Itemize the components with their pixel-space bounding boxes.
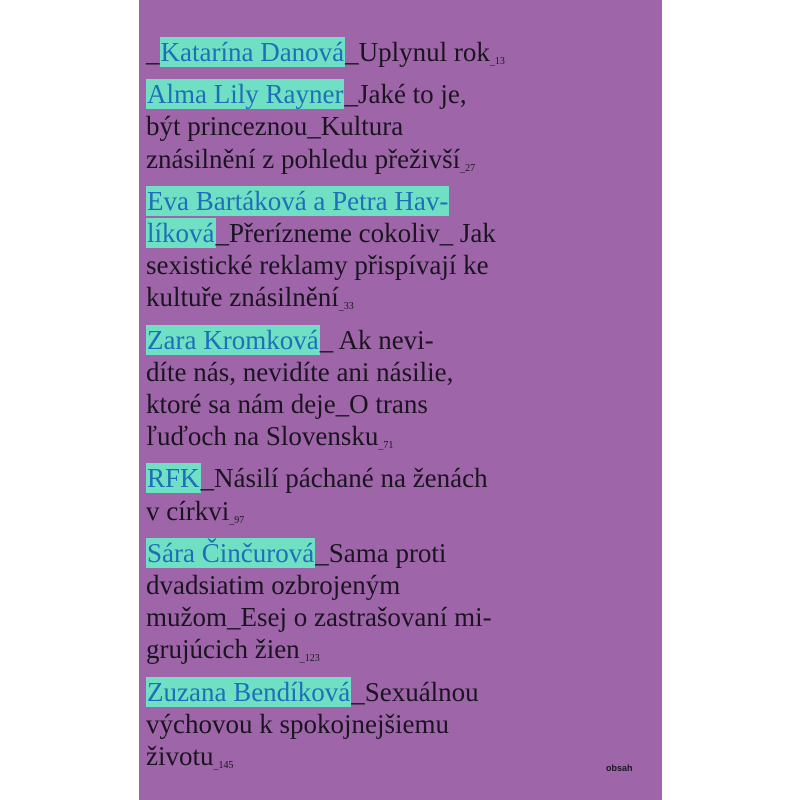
toc-line bbox=[146, 569, 646, 601]
author-name: Eva Bartáková a Petra Hav- bbox=[147, 185, 449, 216]
page-number: _13 bbox=[489, 56, 505, 67]
toc-line bbox=[146, 110, 646, 142]
table-of-contents bbox=[146, 36, 646, 782]
chapter-title: díte nás, nevidíte ani násilie, bbox=[146, 356, 454, 387]
toc-line bbox=[146, 249, 646, 281]
author-name: Sára Činčurová bbox=[147, 537, 315, 568]
page-number: _71 bbox=[378, 440, 394, 452]
chapter-title: _Jaké to je, bbox=[344, 79, 467, 110]
leading-underscore: _ bbox=[146, 37, 160, 67]
toc-line bbox=[146, 185, 646, 217]
toc-line bbox=[146, 537, 646, 569]
page-number: _33 bbox=[338, 301, 354, 313]
chapter-title: _Sama proti bbox=[315, 537, 447, 568]
chapter-title: mužom_Esej o zastrašovaní mi- bbox=[146, 602, 492, 633]
page-number: _123 bbox=[299, 653, 320, 665]
chapter-title: _Přerízneme cokoliv_ Jak bbox=[215, 218, 496, 249]
chapter-title: sexistické reklamy přispívají ke bbox=[146, 250, 489, 281]
author-name: Alma Lily Rayner bbox=[147, 79, 344, 110]
chapter-title: v církvi bbox=[146, 495, 230, 526]
toc-line bbox=[146, 708, 646, 740]
chapter-title: _Násilí páchané na ženách bbox=[200, 463, 488, 494]
chapter-title: _Uplynul rok bbox=[345, 37, 490, 67]
page-number: _97 bbox=[229, 514, 245, 526]
chapter-title: ktoré sa nám deje_O trans bbox=[146, 389, 428, 420]
toc-line bbox=[146, 324, 646, 356]
chapter-title: grujúcich žien bbox=[146, 634, 300, 665]
toc-line bbox=[146, 633, 646, 675]
chapter-title: výchovou k spokojnejšiemu bbox=[146, 708, 449, 739]
toc-line bbox=[146, 601, 646, 633]
chapter-title: životu bbox=[146, 741, 214, 772]
toc-line bbox=[146, 420, 646, 462]
toc-line bbox=[146, 495, 646, 537]
toc-line bbox=[146, 217, 646, 249]
author-name: Zuzana Bendíková bbox=[147, 676, 351, 707]
toc-line bbox=[146, 281, 646, 323]
page-number: _27 bbox=[460, 162, 476, 174]
toc-line bbox=[146, 78, 646, 110]
chapter-title: _ Ak nevi- bbox=[319, 324, 434, 355]
brand-label: obsah bbox=[606, 763, 633, 773]
author-name: Zara Kromková bbox=[147, 324, 319, 355]
toc-line bbox=[146, 740, 646, 782]
chapter-title: ľuďoch na Slovensku bbox=[146, 421, 379, 452]
author-name: Katarína Danová bbox=[160, 37, 345, 67]
page-number: _145 bbox=[213, 760, 234, 772]
toc-line bbox=[146, 143, 646, 185]
toc-line bbox=[146, 36, 646, 78]
toc-line bbox=[146, 462, 646, 494]
toc-line bbox=[146, 388, 646, 420]
chapter-title: být princeznou_Kultura bbox=[146, 111, 404, 142]
toc-line bbox=[146, 676, 646, 708]
author-name: líková bbox=[147, 218, 215, 249]
chapter-title: znásilnění z pohledu přeživší bbox=[146, 143, 461, 174]
chapter-title: kultuře znásilnění bbox=[146, 282, 339, 313]
author-name: RFK bbox=[147, 463, 200, 494]
chapter-title: _Sexuálnou bbox=[351, 676, 479, 707]
chapter-title: dvadsiatim ozbrojeným bbox=[146, 570, 401, 601]
toc-line bbox=[146, 356, 646, 388]
